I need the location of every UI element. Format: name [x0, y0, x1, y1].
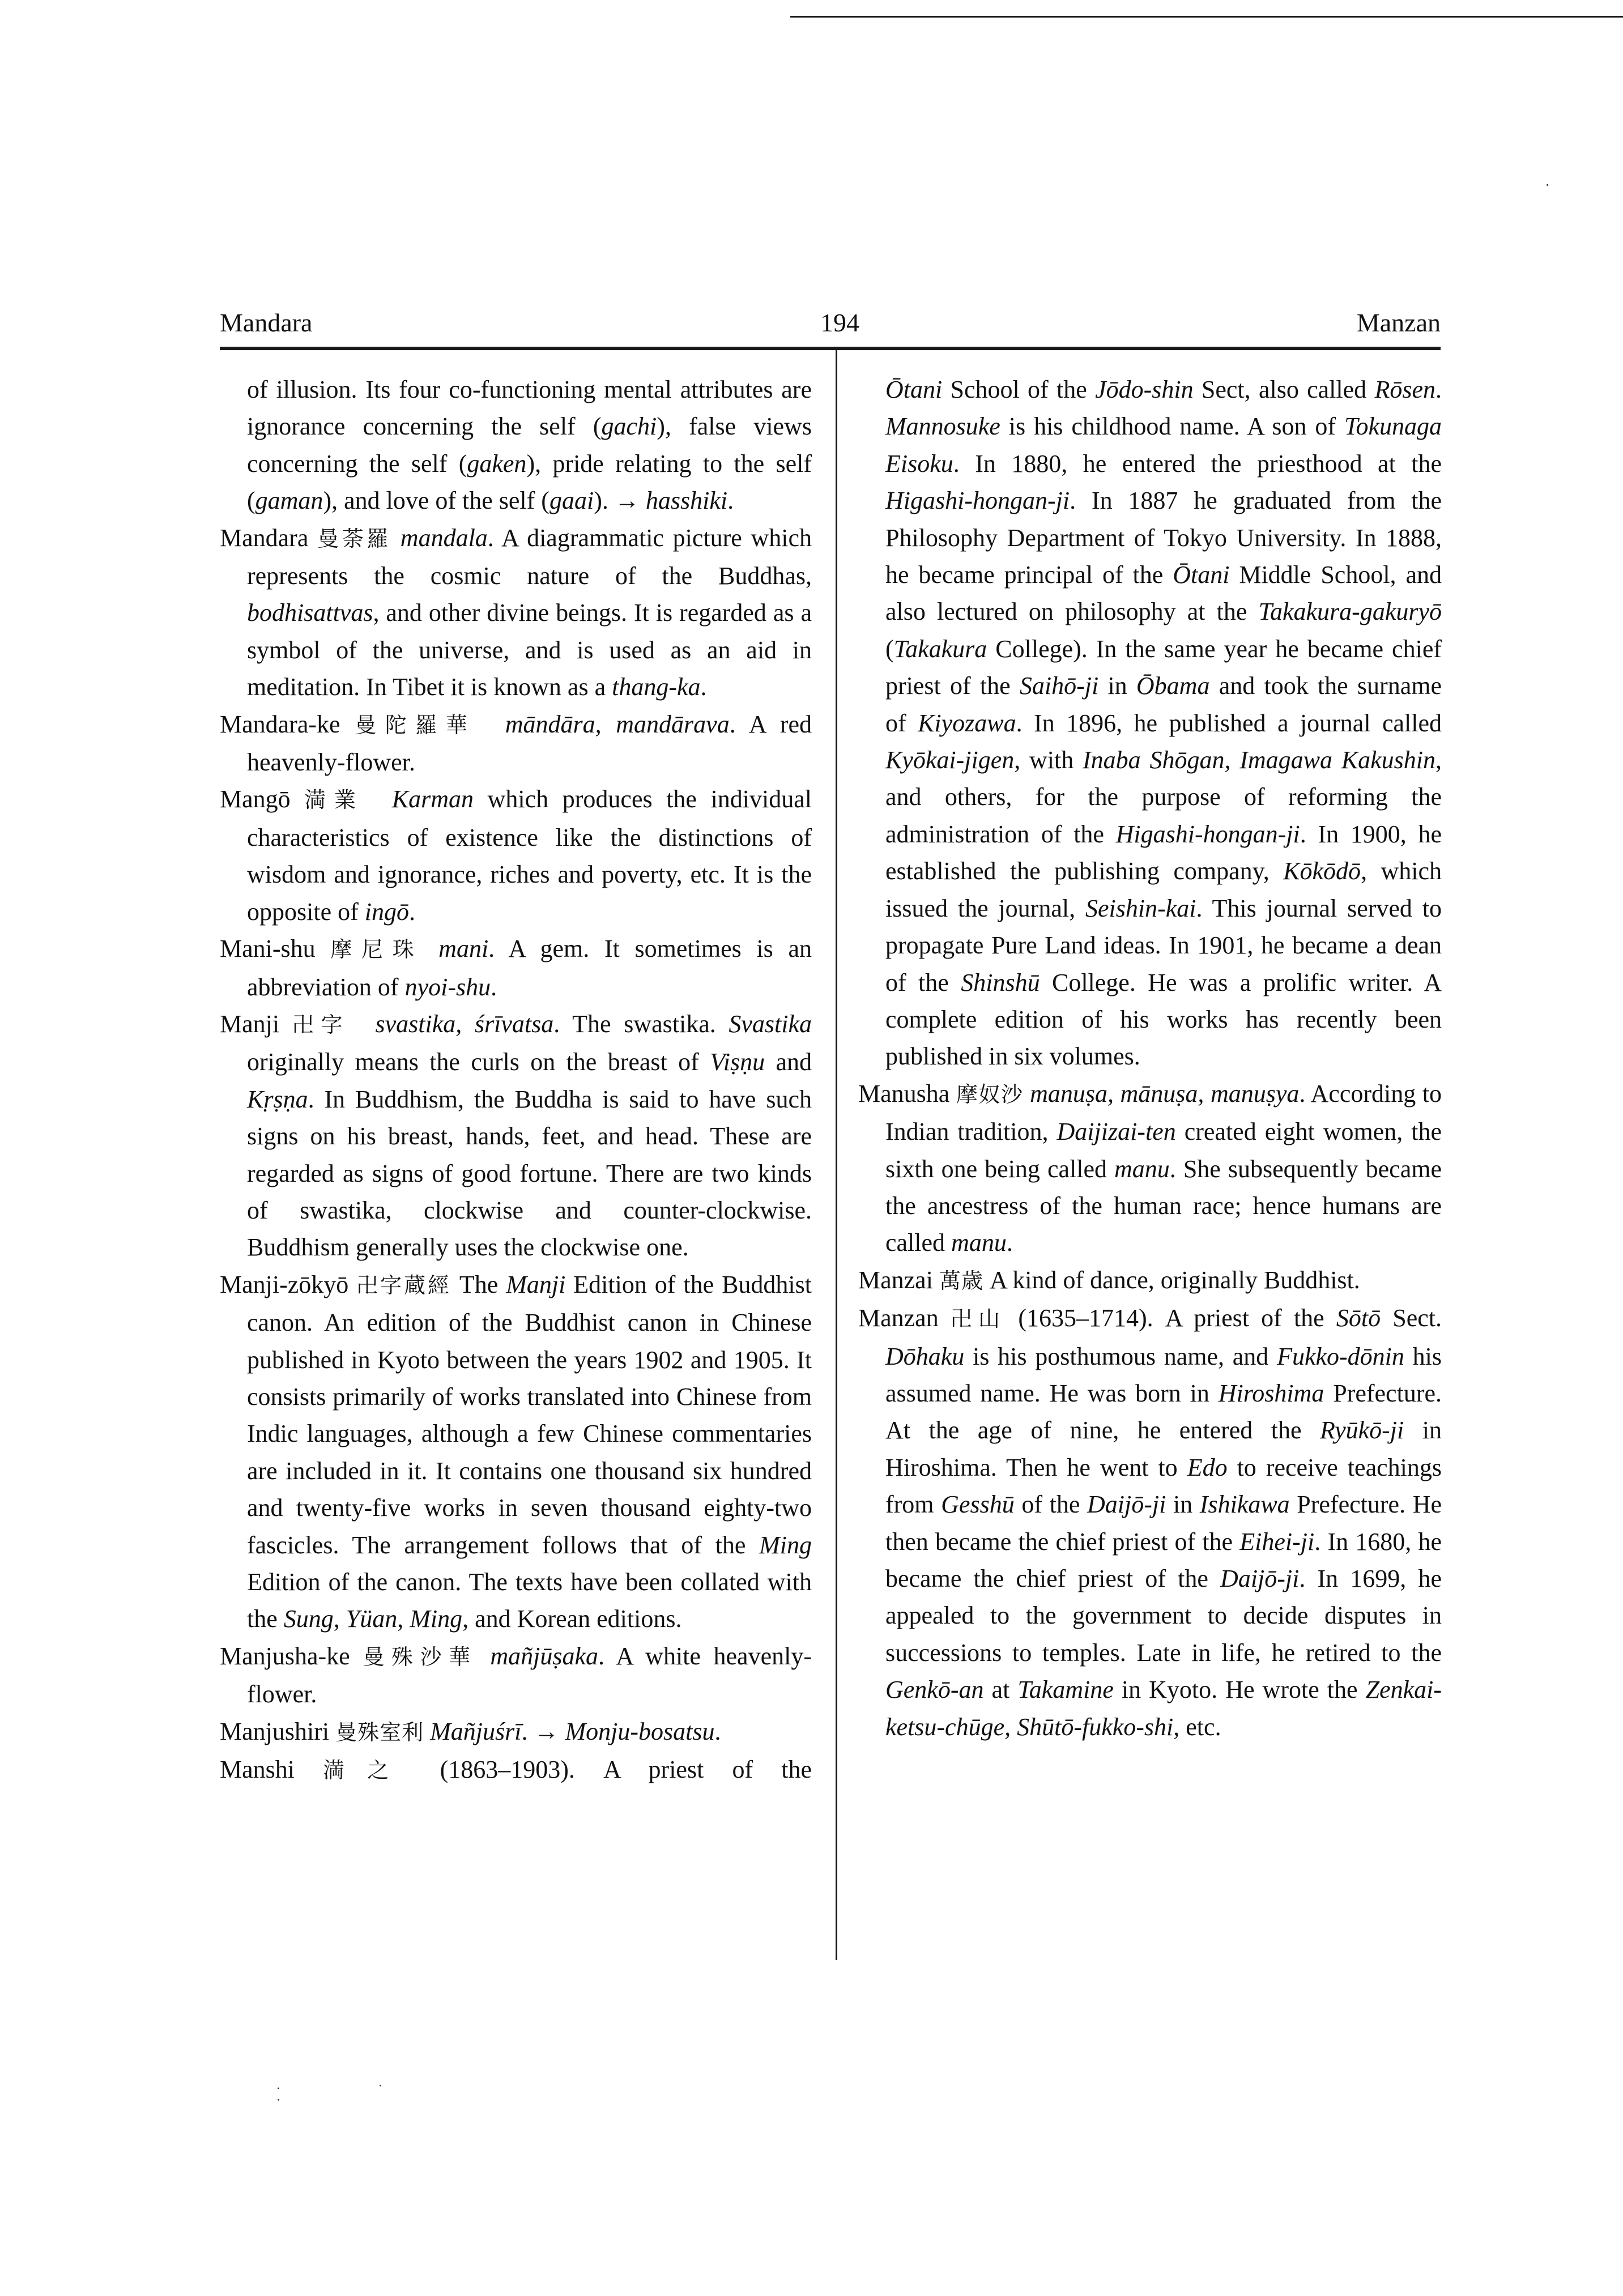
headword: Manjusha-ke: [220, 1642, 350, 1670]
entry-manjushiri: Manjushiri 曼殊室利 Mañjuśrī. → Monju-bosatsu.: [220, 1717, 721, 1745]
entry-manzan: Manzan 卍山 (1635–1714). A priest of the Sōtō Sect. Dōhaku is his posthumous name, and Fukko-dōnin his assumed name. He was born in Hiroshima Prefecture. At the age of nine, he entered the Ryūkō-ji in Hiroshima. Then he went to Edo to receive teachings from Gesshū of the Daijō-ji in Ishikawa Prefecture. He then became the chief priest of the Eihei-ji. In 1680, he became the chief priest of the Daijō-ji. In 1699, he appealed to the government to decide disputes in successions to temples. Late in life, he retired to the Genkō-an at Takamine in Kyoto. He wrote the Zenkai-ketsu-chūge, Shūtō-fukko-shi, etc.: [858, 1304, 1442, 1741]
scan-speck: [278, 2088, 279, 2089]
headword: Mani-shu: [220, 935, 316, 963]
kanji: 卍山: [950, 1306, 1007, 1332]
headword: Manusha: [858, 1079, 950, 1107]
kanji: 曼荼羅: [317, 526, 392, 551]
kanji: 萬歳: [939, 1268, 983, 1293]
scan-speck: [380, 2085, 381, 2086]
scan-speck: [1547, 184, 1548, 186]
entry-manjusha-ke: Manjusha-ke 曼殊沙華 mañjūṣaka. A white heavenly-flower.: [220, 1642, 812, 1709]
entry-mani-shu: Mani-shu 摩尼珠 mani. A gem. It sometimes is an abbreviation of nyoi-shu.: [220, 935, 812, 1001]
kanji: 曼陀羅華: [355, 712, 476, 738]
entry-mango: Mangō 満業 Karman which produces the individual characteristics of existence like the distinctions of wisdom and ignorance, riches and poverty, etc. It is the opposite of ingō.: [220, 785, 812, 926]
entry-manusha: Manusha 摩奴沙 manuṣa, mānuṣa, manuṣya. According to Indian tradition, Daijizai-ten created eight women, the sixth one being called manu. She subsequently became the ancestress of the human race; hence humans are called manu.: [858, 1079, 1442, 1257]
kanji: 卍字: [292, 1012, 350, 1037]
left-column: [220, 371, 812, 1789]
page-number: 194: [820, 308, 859, 337]
header-rule: [220, 347, 1441, 350]
entry-manzai: Manzai 萬歳 A kind of dance, originally Buddhist.: [858, 1266, 1360, 1294]
headword: Manshi: [220, 1756, 295, 1784]
kanji: 曼殊室利: [335, 1719, 424, 1745]
scan-top-rule: [790, 16, 1623, 18]
headword: Mandara-ke: [220, 710, 340, 738]
kanji: 満業: [304, 787, 364, 813]
entry-mandara-ke: Mandara-ke 曼陀羅華 māndāra, mandārava. A red heavenly-flower.: [220, 710, 812, 777]
entry-mandara: Mandara 曼荼羅 mandala. A diagrammatic picture which represents the cosmic nature of the Buddhas, bodhisattvas, and other divine beings. It is regarded as a symbol of the universe, and is used as an aid in meditation. In Tibet it is known as a thang-ka.: [220, 523, 812, 701]
entry-manji: Manji 卍字 svastika, śrīvatsa. The swastika. Svastika originally means the curls on the breast of Viṣṇu and Kṛṣṇa. In Buddhism, the Buddha is said to have such signs on his breast, hands, feet, and head. These are regarded as signs of good fortune. There are two kinds of swastika, clockwise and counter-clockwise. Buddhism generally uses the clockwise one.: [220, 1009, 812, 1262]
headword: Manzan: [858, 1304, 939, 1332]
scan-speck: [278, 2099, 279, 2101]
headword: Mandara: [220, 523, 309, 552]
headword: Manjushiri: [220, 1717, 330, 1745]
running-head-left: Mandara: [220, 308, 313, 337]
kanji: 卍字蔵經: [356, 1272, 451, 1298]
column-divider: [836, 350, 837, 1960]
entry-manji-zokyo: Manji-zōkyō 卍字蔵經 The Manji Edition of the Buddhist canon. An edition of the Buddhist canon in Chinese published in Kyoto between the years 1902 and 1905. It consists primarily of works translated into Chinese from Indic languages, although a few Chinese commentaries are included in it. It contains one thousand six hundred and twenty-five works in seven thousand eighty-two fascicles. The arrangement follows that of the Ming Edition of the canon. The texts have been collated with the Sung, Yüan, Ming, and Korean editions.: [220, 1270, 812, 1633]
running-head: [220, 306, 1441, 340]
kanji: 摩奴沙: [956, 1081, 1024, 1107]
headword: Manzai: [858, 1266, 933, 1294]
headword: Manji: [220, 1009, 280, 1038]
kanji: 摩尼珠: [330, 937, 424, 962]
kanji: 曼殊沙華: [363, 1644, 478, 1669]
kanji: 満之: [323, 1758, 412, 1783]
headword: Mangō: [220, 785, 291, 813]
cross-reference-link: Monju-bosatsu: [565, 1717, 715, 1745]
headword: Manji-zōkyō: [220, 1270, 349, 1298]
right-column: [858, 371, 1442, 1745]
running-head-right: Manzan: [1356, 308, 1441, 337]
entry-manshi-continuation: Ōtani School of the Jōdo-shin Sect, also called Rōsen. Mannosuke is his childhood name. A son of Tokunaga Eisoku. In 1880, he entered the priesthood at the Higashi-hongan-ji. In 1887 he graduated from the Philosophy Department of Tokyo University. In 1888, he became principal of the Ōtani Middle School, and also lectured on philosophy at the Takakura-gakuryō (Takakura College). In the same year he became chief priest of the Saihō-ji in Ōbama and took the surname of Kiyozawa. In 1896, he published a journal called Kyōkai-jigen, with Inaba Shōgan, Imagawa Kakushin, and others, for the purpose of reforming the administration of the Higashi-hongan-ji. In 1900, he established the publishing company, Kōkōdō, which issued the journal, Seishin-kai. This journal served to propagate Pure Land ideas. In 1901, he became a dean of the Shinshū College. He was a prolific writer. A complete edition of his works has recently been published in six volumes.: [885, 376, 1442, 1071]
entry-manshi: Manshi 満之 (1863–1903). A priest of the: [220, 1756, 812, 1784]
entry-continuation: of illusion. Its four co-functioning mental attributes are ignorance concerning the self (gachi), false views concerning the self (gaken), pride relating to the self (gaman), and love of the self (gaai). → hasshiki.: [247, 376, 812, 515]
